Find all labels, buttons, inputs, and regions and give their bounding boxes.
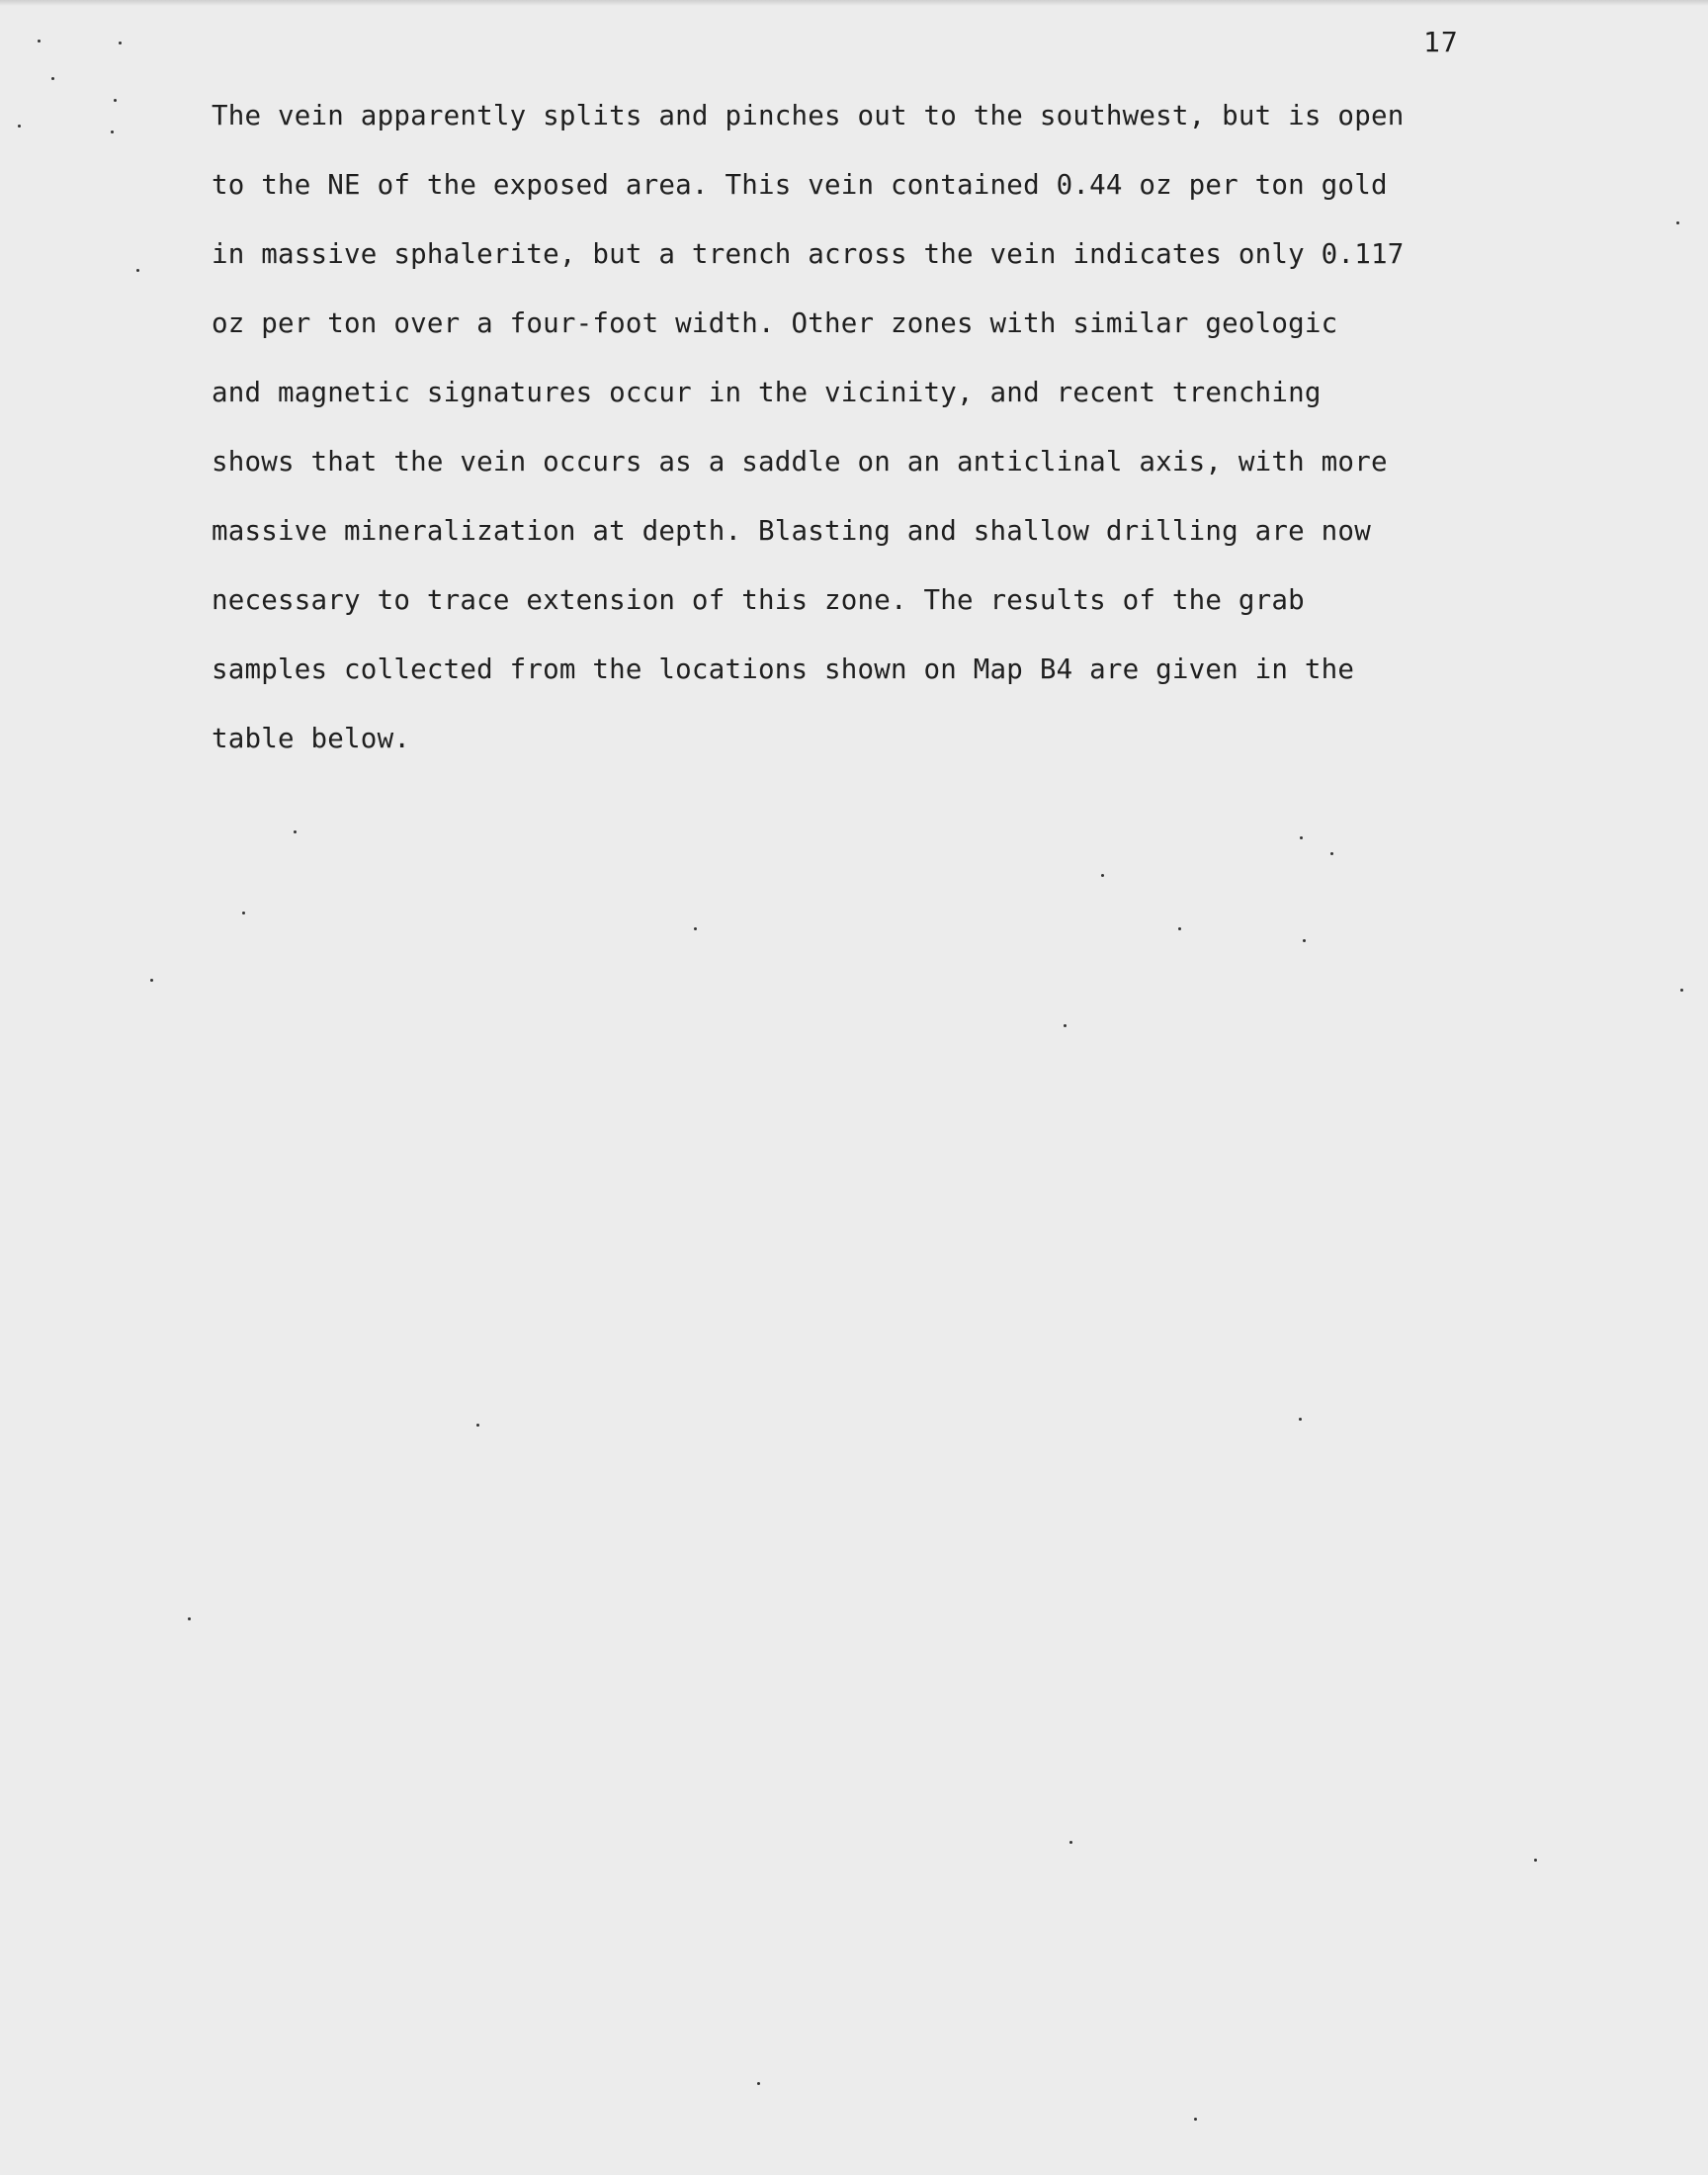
scan-speck [136, 269, 139, 272]
scan-speck [757, 2082, 760, 2085]
text-line: shows that the vein occurs as a saddle on an anticlinal axis, with more [212, 446, 1388, 478]
scan-speck [294, 830, 297, 833]
text-line: samples collected from the locations shown on Map B4 are given in the [212, 653, 1355, 685]
scan-speck [1300, 836, 1303, 839]
text-line: necessary to trace extension of this zone. The results of the grab [212, 584, 1305, 616]
scan-speck [1330, 852, 1333, 855]
scan-speck [38, 40, 41, 43]
text-line: The vein apparently splits and pinches out to the southwest, but is open [212, 100, 1405, 131]
scan-speck [1101, 874, 1104, 877]
text-line: to the NE of the exposed area. This vein contained 0.44 oz per ton gold [212, 169, 1388, 201]
scan-speck [1680, 989, 1683, 992]
scan-speck [150, 979, 153, 982]
scan-speck [1178, 927, 1181, 930]
scan-speck [694, 927, 697, 930]
scan-speck [1064, 1024, 1067, 1027]
scan-speck [1194, 2118, 1197, 2121]
scan-speck [111, 130, 114, 133]
text-line: in massive sphalerite, but a trench across the vein indicates only 0.117 [212, 238, 1405, 270]
scan-speck [51, 77, 54, 80]
text-line: and magnetic signatures occur in the vicinity, and recent trenching [212, 377, 1322, 408]
scan-speck [1303, 939, 1306, 942]
scan-speck [1676, 221, 1679, 224]
body-paragraph [212, 81, 1536, 773]
scan-speck [119, 42, 122, 44]
scan-speck [476, 1424, 479, 1427]
scan-edge [0, 0, 1708, 6]
scan-speck [18, 125, 21, 128]
text-line: oz per ton over a four-foot width. Other zones with similar geologic [212, 307, 1338, 339]
scan-speck [1299, 1418, 1302, 1421]
scan-speck [114, 99, 117, 102]
text-line: massive mineralization at depth. Blasting and shallow drilling are now [212, 515, 1371, 547]
scan-speck [1069, 1841, 1072, 1844]
page-number: 17 [1423, 26, 1459, 58]
text-line: table below. [212, 723, 411, 754]
scan-speck [242, 912, 245, 914]
scan-speck [1534, 1859, 1537, 1862]
scan-speck [188, 1617, 191, 1620]
